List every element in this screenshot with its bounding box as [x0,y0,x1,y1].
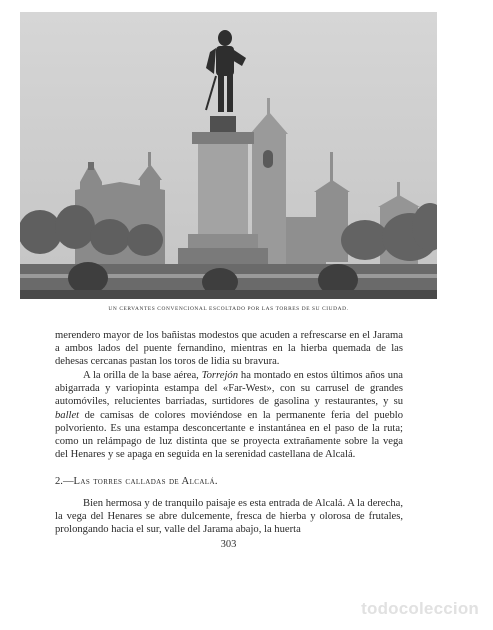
paragraph-alcala [55,497,403,537]
statue-photograph [20,12,437,299]
paragraph-continuation [55,329,403,369]
photo-caption: UN CERVANTES CONVENCIONAL ESCOLTADO POR LAS TORRES DE SU CIUDAD. [108,306,349,312]
section-heading [55,476,403,487]
watermark-logo: todocoleccion [361,599,479,618]
paragraph-text [55,369,403,461]
paragraph-text: merendero mayor de los bañistas modestos que acuden a refrescarse en el Jarama a ambos lados del puente fernandino, mientras en la hierba quemada de las dehesas cercanas pastan los toros de lidia su bravura. [55,330,403,368]
text-run: de camisas de colores moviéndose en la permanente feria del pueblo polvoriento. Es una estampa desconcertante e instantánea en el paso de la ruta; como un relámpago de luz distinta que se proyecta extrañamente sobre la vega del Henares y se apaga en seguida en la serenidad castellana de Alcalá. [55,409,403,461]
page-number: 303 [220,539,237,550]
section-number: 2.— [55,476,74,487]
italic-run: ballet [55,409,80,421]
paragraph-torrejon [55,369,403,461]
text-run: ha montado en estos últimos años una abigarrada y variopinta estampa del «Far-West», con su carrusel de grandes automóviles, relucientes barriadas, surtidores de gasolina y restaurantes, y su [55,370,403,408]
paragraph-text: Bien hermosa y de tranquilo paisaje es esta entrada de Alcalá. A la derecha, la vega del Henares se abre dulcemente, fresca de hierba y olorosa de frutales, prolongando hacia el sur, valle del Jarama abajo, la huerta [55,498,403,536]
italic-run: Torrejón [201,370,239,381]
text-run: A la orilla de la base aérea, [83,370,202,381]
section-title: Las torres calladas de Alcalá. [73,476,218,487]
photo-illustration [20,12,437,299]
